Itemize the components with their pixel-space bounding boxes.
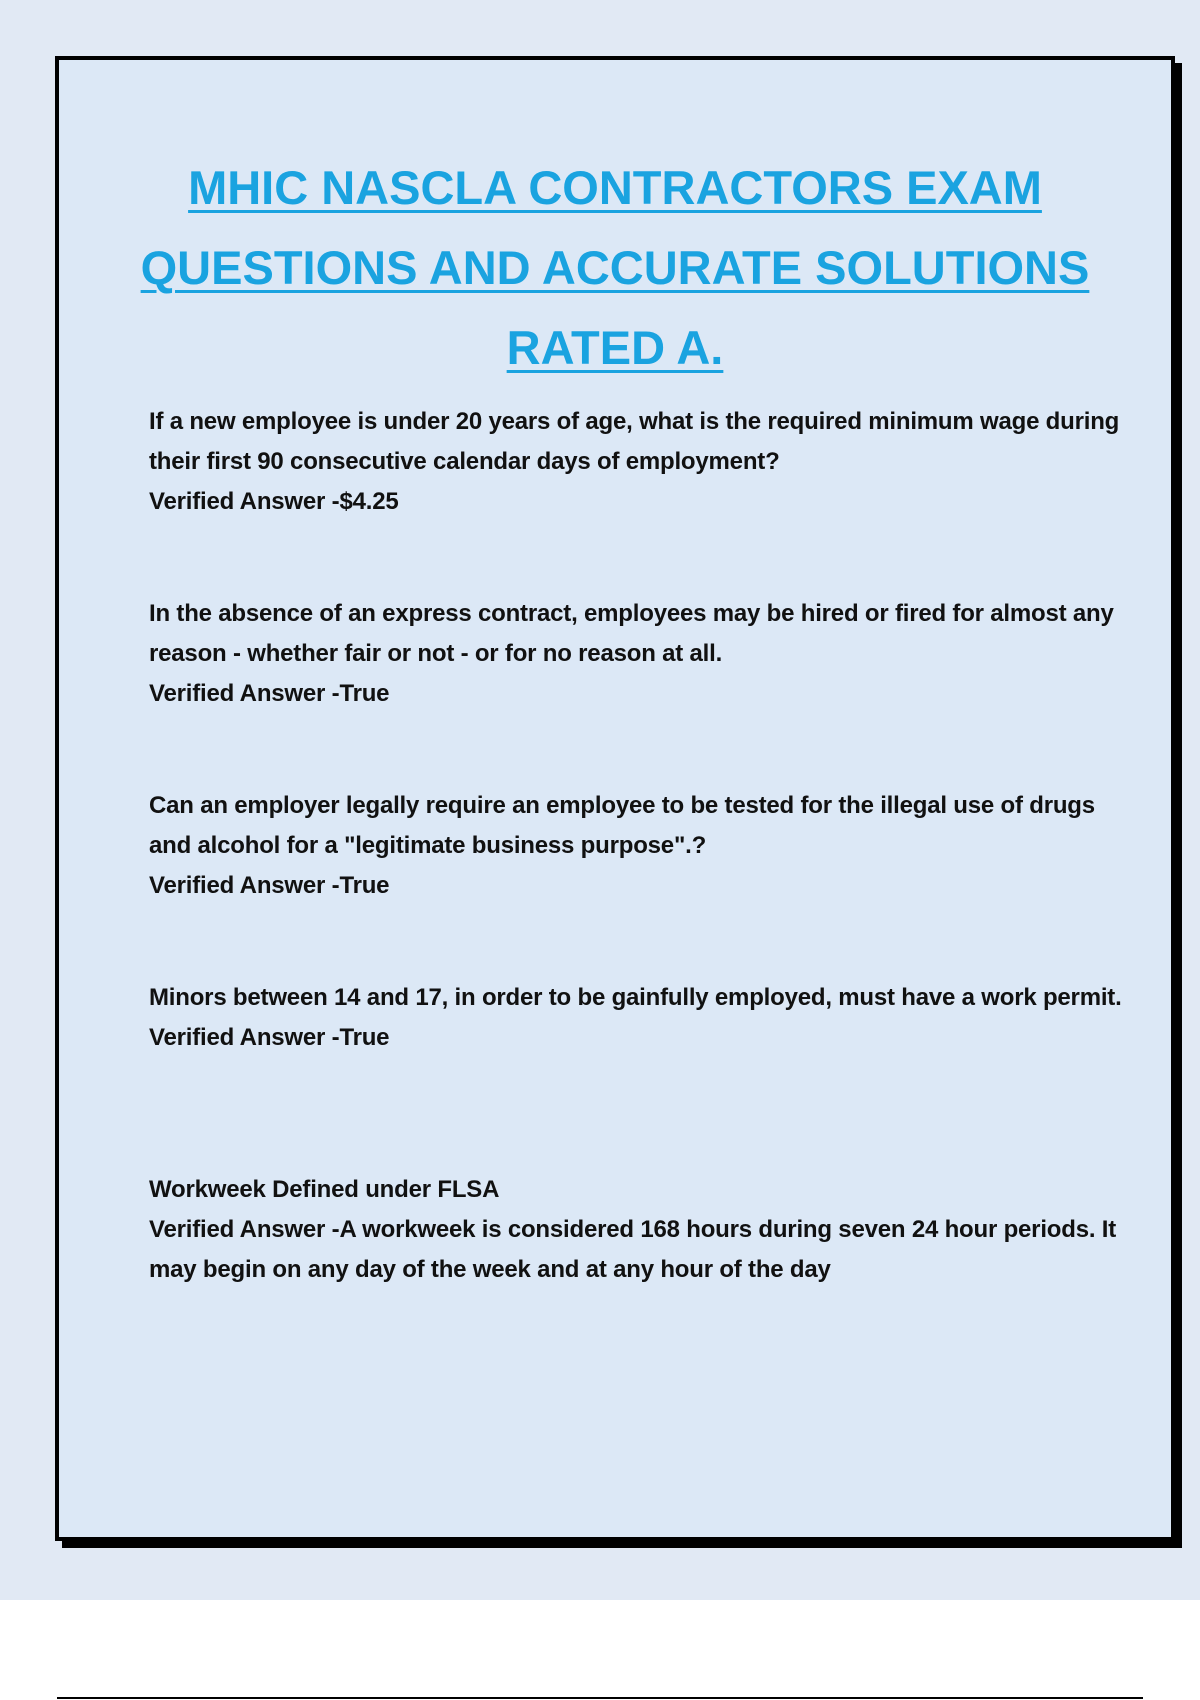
title-line-2: QUESTIONS AND ACCURATE SOLUTIONS	[140, 241, 1090, 294]
qa-item	[149, 402, 1139, 522]
answer-text: Verified Answer -True	[149, 1024, 390, 1051]
qa-item	[149, 786, 1139, 906]
qa-item	[149, 594, 1139, 714]
question-text: If a new employee is under 20 years of age, what is the required minimum wage during their first 90 consecutive calendar days of employment?	[149, 408, 1120, 475]
title-line-3: RATED A.	[506, 321, 724, 374]
document-frame	[55, 56, 1175, 1541]
question-text: Workweek Defined under FLSA	[149, 1176, 500, 1203]
question-text: Can an employer legally require an employee to be tested for the illegal use of drugs and alcohol for a "legitimate business purpose".?	[149, 792, 1095, 859]
answer-text: Verified Answer -$4.25	[149, 488, 399, 515]
answer-text: Verified Answer -True	[149, 680, 390, 707]
question-text: Minors between 14 and 17, in order to be gainfully employed, must have a work permit.	[149, 984, 1122, 1011]
answer-text: Verified Answer -A workweek is considered 168 hours during seven 24 hour periods. It may begin on any day of the week and at any hour of the day	[149, 1216, 1117, 1283]
qa-item	[149, 1170, 1139, 1290]
document-title	[59, 148, 1171, 388]
footer-rule	[57, 1697, 1143, 1699]
qa-item	[149, 978, 1139, 1058]
title-line-1: MHIC NASCLA CONTRACTORS EXAM	[188, 161, 1042, 214]
answer-text: Verified Answer -True	[149, 872, 390, 899]
question-text: In the absence of an express contract, employees may be hired or fired for almost any reason - whether fair or not - or for no reason at all.	[149, 600, 1114, 667]
